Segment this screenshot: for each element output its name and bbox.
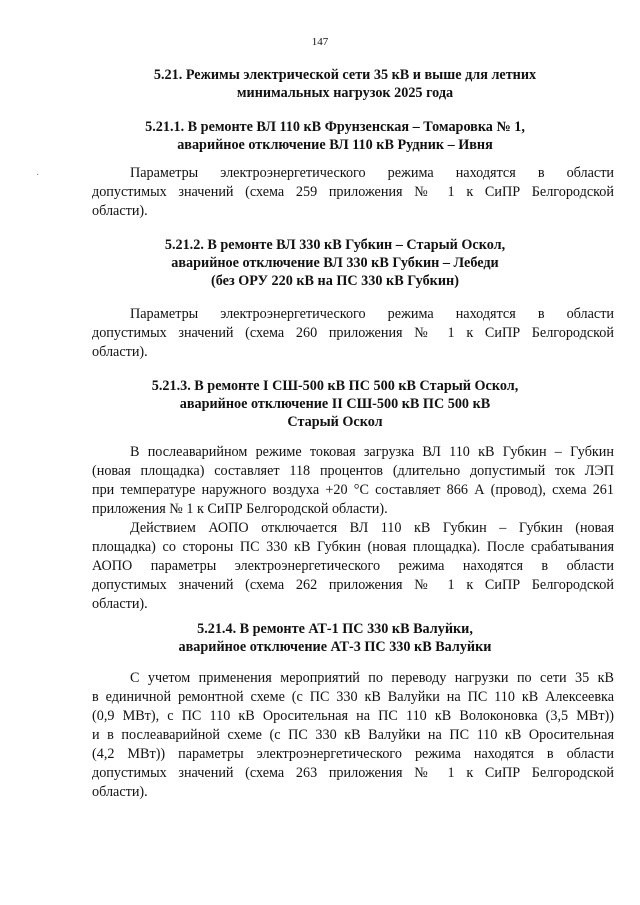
paragraph-line: области).: [92, 596, 148, 612]
paragraph-line: Параметры электроэнергетического режима находятся в области: [130, 306, 614, 322]
heading-line: аварийное отключение II СШ-500 кВ ПС 500 кВ: [179, 396, 491, 412]
paragraph-5-21-3-a: [92, 443, 614, 519]
paragraph-5-21-2: [92, 305, 614, 362]
paragraph-line: области).: [92, 784, 148, 800]
paragraph-line: Параметры электроэнергетического режима находятся в области: [130, 165, 614, 181]
paragraph-line: области).: [92, 344, 148, 360]
heading-line: аварийное отключение АТ-3 ПС 330 кВ Валуйки: [178, 639, 492, 655]
heading-line: аварийное отключение ВЛ 330 кВ Губкин – Лебеди: [171, 255, 499, 271]
section-heading-5-21-4: [60, 620, 610, 656]
heading-line: 5.21.3. В ремонте I СШ-500 кВ ПС 500 кВ Старый Оскол,: [151, 378, 519, 394]
section-heading-5-21-1: [60, 118, 610, 154]
heading-line: 5.21.1. В ремонте ВЛ 110 кВ Фрунзенская – Томаровка № 1,: [145, 119, 525, 135]
heading-line: 5.21.4. В ремонте АТ-1 ПС 330 кВ Валуйки,: [197, 621, 473, 637]
paragraph-line: (новая площадка) составляет 118 процентов (длительно допустимый ток ЛЭП: [92, 463, 614, 479]
paragraph-line: В послеаварийном режиме токовая загрузка ВЛ 110 кВ Губкин – Губкин: [130, 444, 614, 460]
heading-line: 5.21.2. В ремонте ВЛ 330 кВ Губкин – Старый Оскол,: [164, 237, 506, 253]
paragraph-line: площадка) со стороны ПС 330 кВ Губкин (новая площадка). После срабатывания: [92, 539, 614, 555]
section-heading-5-21-3: [60, 377, 610, 431]
paragraph-line: (4,2 МВт)) параметры электроэнергетического режима находятся в области: [92, 746, 614, 762]
paragraph-line: допустимых значений (схема 260 приложения № 1 к СиПР Белгородской: [92, 325, 614, 341]
paragraph-line: Действием АОПО отключается ВЛ 110 кВ Губкин – Губкин (новая: [130, 520, 614, 536]
paragraph-line: допустимых значений (схема 263 приложения № 1 к СиПР Белгородской: [92, 765, 614, 781]
section-heading-5-21: [70, 66, 620, 102]
paragraph-5-21-4: [92, 669, 614, 802]
paragraph-line: области).: [92, 203, 148, 219]
paragraph-5-21-3-b: [92, 519, 614, 614]
heading-line: минимальных нагрузок 2025 года: [236, 85, 454, 101]
paragraph-line: допустимых значений (схема 259 приложения № 1 к СиПР Белгородской: [92, 184, 614, 200]
paragraph-5-21-1: [92, 164, 614, 221]
paragraph-line: и в послеаварийной схеме (с ПС 330 кВ Валуйки на ПС 110 кВ Оросительная: [92, 727, 614, 743]
paragraph-line: при температуре наружного воздуха +20 °С составляет 866 А (провод), схема 261: [92, 482, 614, 498]
heading-line: аварийное отключение ВЛ 110 кВ Рудник – Ивня: [177, 137, 493, 153]
page-number: 147: [311, 36, 329, 48]
paragraph-line: АОПО параметры электроэнергетического режима находятся в области: [92, 558, 614, 574]
paragraph-line: приложения № 1 к СиПР Белгородской области).: [92, 501, 388, 517]
paragraph-line: допустимых значений (схема 262 приложения № 1 к СиПР Белгородской: [92, 577, 614, 593]
paragraph-line: С учетом применения мероприятий по переводу нагрузки по сети 35 кВ: [130, 670, 614, 686]
paragraph-line: (0,9 МВт), с ПС 110 кВ Оросительная на ПС 110 кВ Волоконовка (3,5 МВт)): [92, 708, 614, 724]
heading-line: 5.21. Режимы электрической сети 35 кВ и выше для летних: [153, 67, 537, 83]
section-heading-5-21-2: [60, 236, 610, 290]
heading-line: (без ОРУ 220 кВ на ПС 330 кВ Губкин): [211, 273, 459, 289]
margin-mark: ·: [36, 170, 40, 181]
heading-line: Старый Оскол: [287, 414, 383, 430]
paragraph-line: в единичной ремонтной схеме (с ПС 330 кВ Валуйки на ПС 110 кВ Алексеевка: [92, 689, 614, 705]
